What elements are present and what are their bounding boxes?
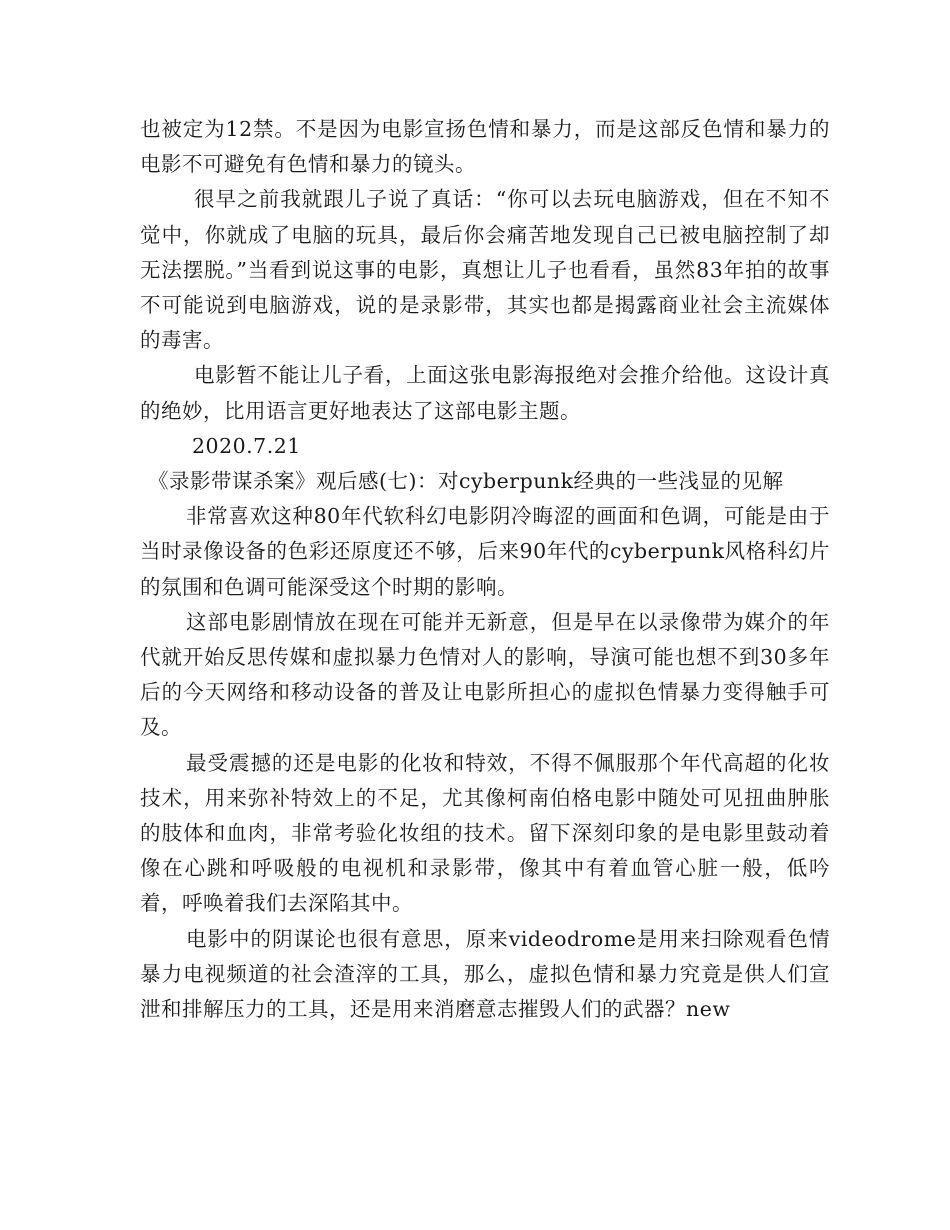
paragraph-plot: 这部电影剧情放在现在可能并无新意，但是早在以录像带为媒介的年代就开始反思传媒和虚拟暴力色情对人的影响，导演可能也想不到30多年后的今天网络和移动设备的普及让电影所担心的虚拟色情暴力变得触手可及。 — [140, 609, 830, 740]
paragraph-son-warning: 很早之前我就跟儿子说了真话：“你可以去玩电脑游戏，但在不知不觉中，你就成了电脑的玩具，最后你会痛苦地发现自己已被电脑控制了却无法摆脱。”当看到说这事的电影，真想让儿子也看看，虽然83年拍的故事不可能说到电脑游戏，说的是录影带，其实也都是揭露商业社会主流媒体的毒害。 — [140, 187, 830, 353]
date-line: 2020.7.21 — [192, 433, 301, 458]
document-body — [140, 112, 830, 1027]
paragraph-makeup-effects: 最受震撼的还是电影的化妆和特效，不得不佩服那个年代高超的化妆技术，用来弥补特效上的不足，尤其像柯南伯格电影中随处可见扭曲肿胀的肢体和血肉，非常考验化妆组的技术。留下深刻印象的是电影里鼓动着像在心跳和呼吸般的电视机和录影带，像其中有着血管心脏一般，低吟着，呼唤着我们去深陷其中。 — [140, 750, 830, 916]
paragraph-poster: 电影暂不能让儿子看，上面这张电影海报绝对会推介给他。这设计真的绝妙，比用语言更好地表达了这部电影主题。 — [140, 363, 830, 423]
section-title: 《录影带谋杀案》观后感(七)：对cyberpunk经典的一些浅显的见解 — [148, 469, 784, 494]
paragraph-visual-style: 非常喜欢这种80年代软科幻电影阴冷晦涩的画面和色调，可能是由于当时录像设备的色彩还原度还不够，后来90年代的cyberpunk风格科幻片的氛围和色调可能深受这个时期的影响。 — [140, 504, 830, 599]
paragraph-conspiracy: 电影中的阴谋论也很有意思，原来videodrome是用来扫除观看色情暴力电视频道的社会渣滓的工具，那么，虚拟色情和暴力究竟是供人们宣泄和排解压力的工具，还是用来消磨意志摧毁人们的武器？new — [140, 926, 830, 1022]
paragraph-continuation: 也被定为12禁。不是因为电影宣扬色情和暴力，而是这部反色情和暴力的电影不可避免有色情和暴力的镜头。 — [140, 117, 830, 177]
